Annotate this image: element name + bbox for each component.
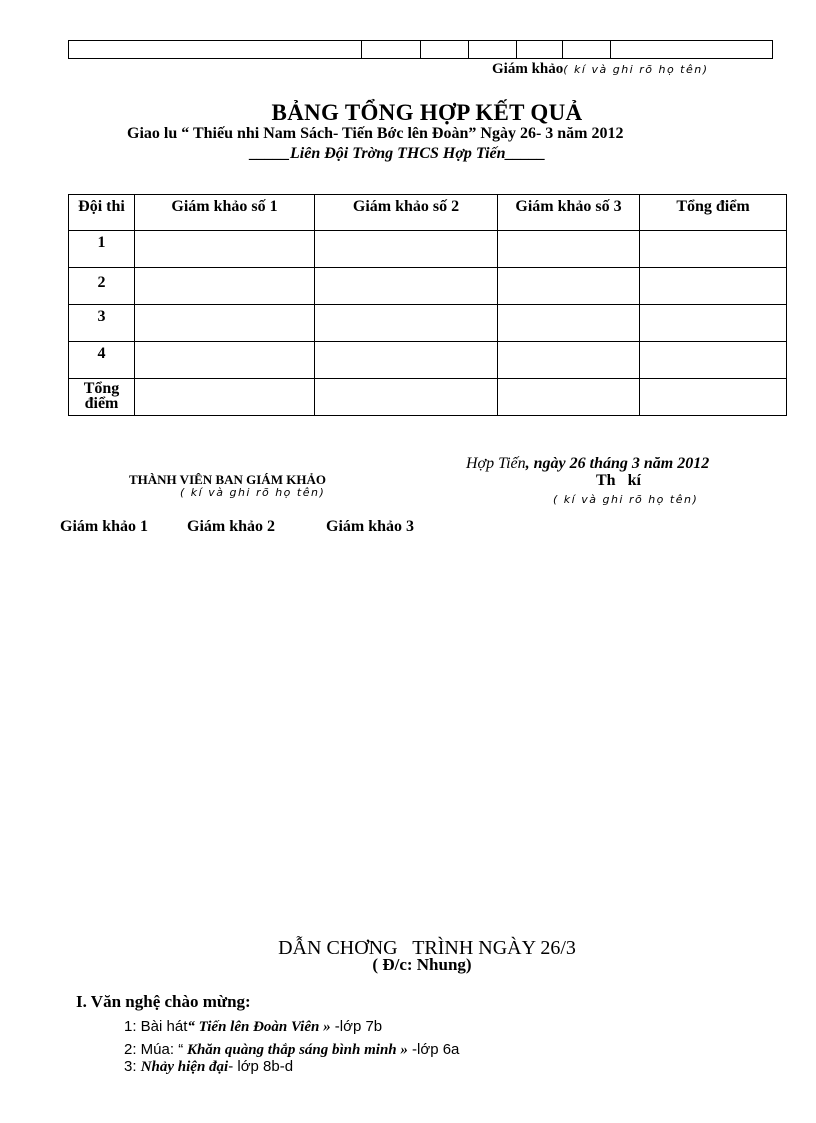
- item-number: 3:: [124, 1058, 141, 1075]
- column-header-team: Đội thi: [69, 195, 135, 231]
- signing-date: , ngày 26 tháng 3 năm 2012: [525, 455, 710, 472]
- org-blank-right: _____: [505, 145, 546, 162]
- score-cell: [498, 379, 640, 416]
- score-cell: [315, 305, 498, 342]
- team-label: 3: [69, 305, 135, 342]
- score-table: [68, 194, 787, 416]
- score-cell: [640, 305, 787, 342]
- program-host: ( Đ/c: Nhung): [372, 955, 472, 974]
- strip-cell: [69, 41, 362, 59]
- judge-signature-line: [492, 61, 709, 78]
- score-cell: [315, 342, 498, 379]
- column-header-total: Tổng điểm: [640, 195, 787, 231]
- score-cell: [135, 379, 315, 416]
- event-line: [127, 125, 624, 143]
- table-header-row: [69, 195, 787, 231]
- table-row: [69, 231, 787, 268]
- column-header-judge-1: Giám khảo số 1: [135, 195, 315, 231]
- event-name: “ Thiếu nhi Nam Sách- Tiến Bớc lên Đoàn”: [181, 125, 477, 142]
- strip-cell: [469, 41, 517, 59]
- top-score-strip: [68, 40, 773, 59]
- item-name: Nhảy hiện đại: [140, 1059, 229, 1075]
- score-cell: [315, 268, 498, 305]
- score-cell: [135, 231, 315, 268]
- event-date: Ngày 26- 3 năm 2012: [480, 125, 624, 142]
- place-date-line: [466, 455, 709, 473]
- item-class: -lớp 7b: [330, 1018, 383, 1035]
- program-item: [124, 1058, 293, 1076]
- team-label: 2: [69, 268, 135, 305]
- score-cell: [640, 342, 787, 379]
- item-name: Tiến lên Đoàn Viên »: [194, 1019, 331, 1035]
- column-header-judge-3: Giám khảo số 3: [498, 195, 640, 231]
- organization-line: [250, 145, 546, 163]
- score-cell: [135, 305, 315, 342]
- column-header-judge-2: Giám khảo số 2: [315, 195, 498, 231]
- team-label: 4: [69, 342, 135, 379]
- score-cell: [640, 379, 787, 416]
- item-name: Khăn quàng thắp sáng bình minh »: [183, 1042, 408, 1058]
- strip-cell: [421, 41, 469, 59]
- strip-cell: [563, 41, 611, 59]
- program-item: [124, 1041, 459, 1059]
- judge-1-signature: Giám khảo 1: [60, 518, 149, 535]
- item-open-quote: “: [187, 1019, 195, 1035]
- judge-3-signature: Giám khảo 3: [326, 518, 415, 535]
- table-row: [69, 268, 787, 305]
- board-title: THÀNH VIÊN BAN GIÁM KHẢO: [129, 472, 326, 487]
- program-heading: DẪN CHƠNG TRÌNH NGÀY 26/3: [278, 937, 576, 959]
- program-item: [124, 1018, 382, 1036]
- score-cell: [315, 231, 498, 268]
- team-label: 1: [69, 231, 135, 268]
- table-row: [69, 305, 787, 342]
- secretary-note: ( kí và ghi rõ họ tên): [553, 493, 699, 506]
- score-cell: [315, 379, 498, 416]
- place: Hợp Tiến: [466, 455, 526, 472]
- score-cell: [640, 268, 787, 305]
- item-class: -lớp 6a: [407, 1041, 460, 1058]
- event-prefix: Giao lu: [127, 125, 178, 142]
- score-cell: [135, 342, 315, 379]
- page-title: BẢNG TỔNG HỢP KẾT QUẢ: [271, 100, 583, 125]
- judge-2-signature: Giám khảo 2: [187, 518, 276, 535]
- judge-sign-note: ( kí và ghi rõ họ tên): [563, 63, 709, 76]
- score-cell: [640, 231, 787, 268]
- strip-cell: [362, 41, 421, 59]
- table-row: [69, 342, 787, 379]
- judge-sign-label: Giám khảo: [492, 61, 564, 77]
- score-cell: [498, 268, 640, 305]
- organization: Liên Đội Trờng THCS Hợp Tiến: [290, 145, 506, 162]
- strip-cell: [611, 41, 773, 59]
- table-row-total: [69, 379, 787, 416]
- secretary-label: Th kí: [596, 472, 641, 489]
- score-cell: [498, 305, 640, 342]
- org-blank-left: _____: [250, 145, 290, 162]
- score-cell: [498, 231, 640, 268]
- strip-cell: [517, 41, 563, 59]
- board-note: ( kí và ghi rõ họ tên): [180, 486, 326, 499]
- section-heading: I. Văn nghệ chào mừng:: [76, 992, 251, 1011]
- item-number: 1: Bài hát: [124, 1018, 188, 1035]
- item-number: 2: Múa: “: [124, 1041, 184, 1058]
- score-cell: [498, 342, 640, 379]
- total-label: Tổng điểm: [69, 379, 135, 416]
- item-class: - lớp 8b-d: [228, 1058, 294, 1075]
- score-cell: [135, 268, 315, 305]
